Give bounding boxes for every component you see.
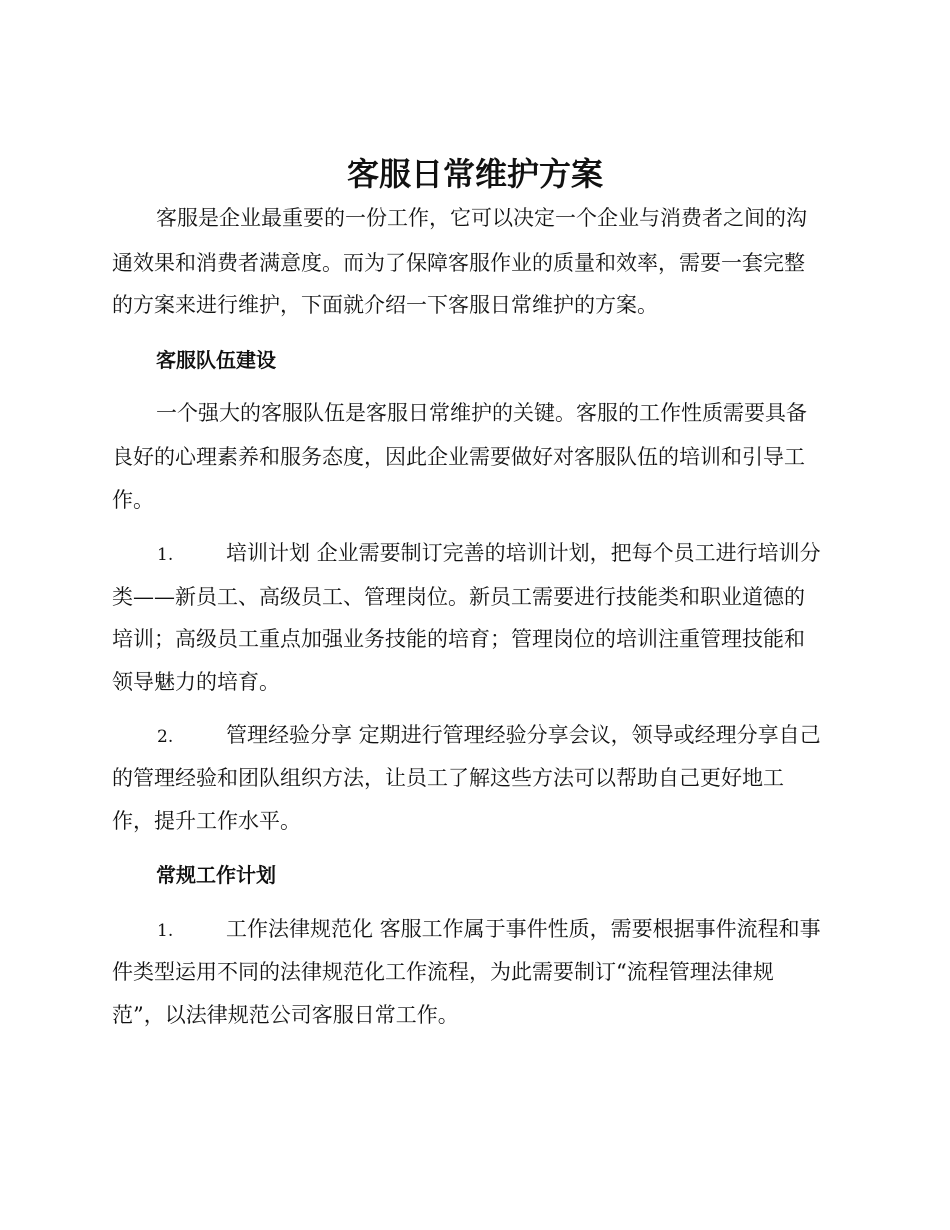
document-title: 客服日常维护方案 xyxy=(346,155,603,193)
list-number: 1. xyxy=(157,545,174,565)
team-para-line-3: 作。 xyxy=(112,488,154,512)
team-para-line-2: 良好的心理素养和服务态度，因此企业需要做好对客服队伍的培训和引导工 xyxy=(112,445,805,469)
intro-line-2: 通效果和消费者满意度。而为了保障客服作业的质量和效率，需要一套完整 xyxy=(112,251,805,275)
list-number: 1. xyxy=(157,921,174,941)
experience-item-line-3: 作，提升工作水平。 xyxy=(112,809,301,833)
list-number: 2. xyxy=(157,727,174,747)
experience-item-line-2: 的管理经验和团队组织方法，让员工了解这些方法可以帮助自己更好地工 xyxy=(112,766,784,790)
section-heading-team: 客服队伍建设 xyxy=(156,348,276,372)
intro-line-1: 客服是企业最重要的一份工作，它可以决定一个企业与消费者之间的沟 xyxy=(156,206,807,230)
team-para-line-1: 一个强大的客服队伍是客服日常维护的关键。客服的工作性质需要具备 xyxy=(156,401,807,425)
legal-item-line-2: 件类型运用不同的法律规范化工作流程，为此需要制订“流程管理法律规 xyxy=(112,960,774,984)
experience-item-line-1: 管理经验分享 定期进行管理经验分享会议，领导或经理分享自己 xyxy=(226,723,821,747)
training-item-line-4: 领导魅力的培育。 xyxy=(112,670,280,694)
training-item-line-3: 培训；高级员工重点加强业务技能的培育；管理岗位的培训注重管理技能和 xyxy=(112,627,805,651)
training-item-line-1: 培训计划 企业需要制订完善的培训计划，把每个员工进行培训分 xyxy=(226,541,821,565)
intro-line-3: 的方案来进行维护，下面就介绍一下客服日常维护的方案。 xyxy=(112,293,658,317)
section-heading-routine: 常规工作计划 xyxy=(156,863,276,887)
legal-item-line-1: 工作法律规范化 客服工作属于事件性质，需要根据事件流程和事 xyxy=(226,917,821,941)
training-item-line-2: 类——新员工、高级员工、管理岗位。新员工需要进行技能类和职业道德的 xyxy=(112,585,805,609)
legal-item-line-3: 范”，以法律规范公司客服日常工作。 xyxy=(112,1003,459,1027)
